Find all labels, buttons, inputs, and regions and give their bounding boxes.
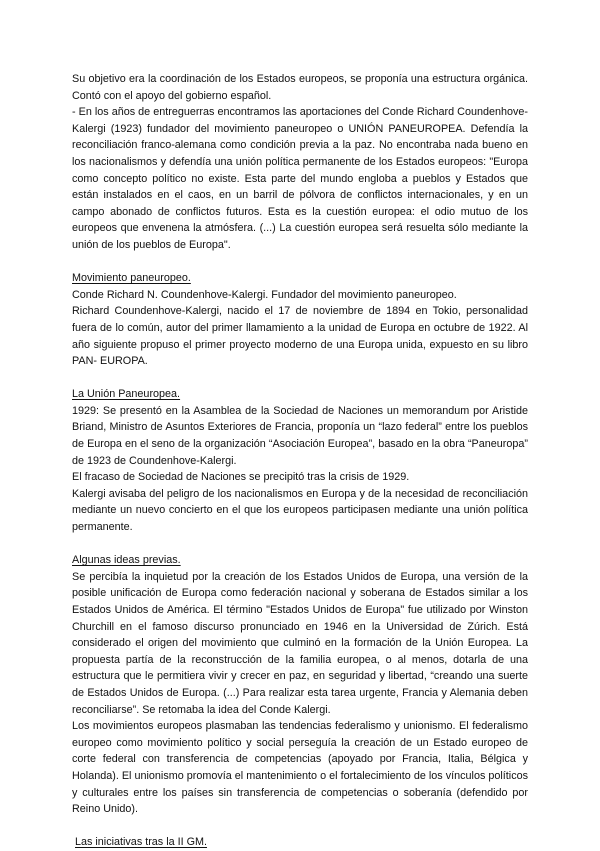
section-heading-movimiento-paneuropeo: Movimiento paneuropeo. bbox=[72, 272, 191, 285]
section-heading-union-paneuropea: La Unión Paneuropea. bbox=[72, 388, 181, 401]
spacer bbox=[72, 254, 528, 271]
section1-paragraph-2: Richard Coundenhove-Kalergi, nacido el 17 de noviembre de 1894 en Tokio, personalidad fuera de lo común, autor del primer llamamiento a la unidad de Europa en octubre de 1922. Al año siguiente propuso el primer proyecto moderno de una Europa unida, expuesto en su libro PAN- EUROPA. bbox=[72, 305, 528, 368]
document-body bbox=[72, 71, 528, 851]
intro-paragraph-2: - En los años de entreguerras encontramos las aportaciones del Conde Richard Coundenhove-Kalergi (1923) fundador del movimiento paneuropeo o UNIÓN PANEUROPEA. Defendía la reconciliación franco-alemana como condición previa a la paz. No encontraba nada bueno en los nacionalismos y defendía una unión política permanente de los Estados europeos: "Europa como concepto político no existe. Esta parte del mundo engloba a pueblos y Estados que están instalados en el caos, en un barril de pólvora de conflictos internacionales, y en un campo abonado de conflictos futuros. Esta es la cuestión europea: el odio mutuo de los europeos que envenena la atmósfera. (...) La cuestión europea será resuelta sólo mediante la unión de los pueblos de Europa". bbox=[72, 106, 528, 251]
spacer bbox=[72, 370, 528, 387]
section1-paragraph-1: Conde Richard N. Coundenhove-Kalergi. Fundador del movimiento paneuropeo. bbox=[72, 288, 457, 301]
intro-paragraph-1: Su objetivo era la coordinación de los Estados europeos, se proponía una estructura orgánica. Contó con el apoyo del gobierno español. bbox=[72, 73, 528, 102]
spacer bbox=[72, 536, 528, 553]
section2-paragraph-2: El fracaso de Sociedad de Naciones se precipitó tras la crisis de 1929. bbox=[72, 471, 410, 484]
section3-paragraph-1: Se percibía la inquietud por la creación de los Estados Unidos de Europa, una versión de la posible unificación de Europa como federación nacional y soberana de Estados similar a los Estados Unidos de América. El término "Estados Unidos de Europa" fue utilizado por Winston Churchill en el famoso discurso pronunciado en 1946 en la Universidad de Zúrich. Está considerado el origen del movimiento que culminó en la formación de la Unión Europea. La propuesta partía de la reconstrucción de la familia europea, o al menos, dotarla de una estructura que le permitiera vivir y crecer en paz, en seguridad y libertad, “creando una suerte de Estados Unidos de Europa. (...) Para realizar esta tarea urgente, Francia y Alemania deben reconciliarse”. Se retomaba la idea del Conde Kalergi. bbox=[72, 570, 528, 716]
spacer bbox=[72, 818, 528, 835]
section3-paragraph-2: Los movimientos europeos plasmaban las tendencias federalismo y unionismo. El federalismo europeo como movimiento político y social perseguía la creación de un Estado europeo de corte federal con transferencia de competencias (apoyado por Francia, Italia, Bélgica y Holanda). El unionismo promovía el mantenimiento o el fortalecimiento de los vínculos políticos y culturales entre los países sin transferencia de competencias o soberanía (defendido por Reino Unido). bbox=[72, 720, 528, 816]
section-heading-iniciativas: Las iniciativas tras la II GM. bbox=[75, 836, 208, 849]
section2-paragraph-3: Kalergi avisaba del peligro de los nacionalismos en Europa y de la necesidad de reconciliación mediante un nuevo concierto en el que los europeos participasen mediante una unión política permanente. bbox=[72, 487, 528, 534]
section-heading-ideas-previas: Algunas ideas previas. bbox=[72, 554, 181, 567]
section2-paragraph-1: 1929: Se presentó en la Asamblea de la Sociedad de Naciones un memorandum por Aristide Briand, Ministro de Asuntos Exteriores de Francia, proponía un “lazo federal” entre los pueblos de Europa en el seno de la organización “Asociación Europea”, basado en la obra “Paneuropa” de 1923 de Coundenhove-Kalergi. bbox=[72, 404, 528, 467]
